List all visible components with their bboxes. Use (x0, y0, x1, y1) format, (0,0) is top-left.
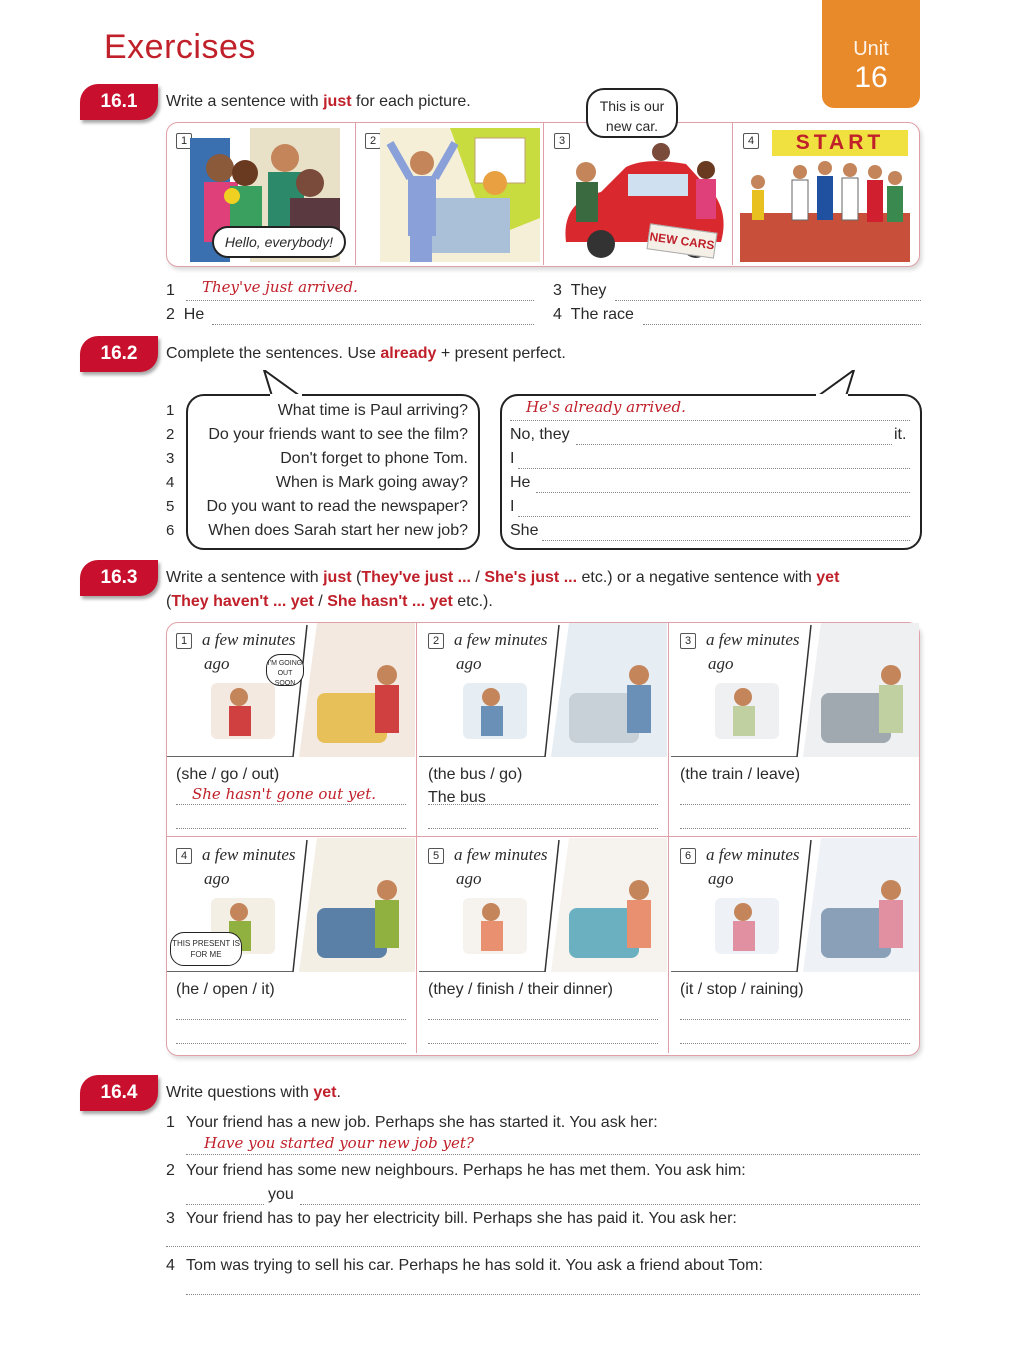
cue-text-5: (they / finish / their dinner) (428, 981, 613, 998)
before-after-illustration-1 (167, 623, 415, 757)
answer-text: She hasn't gone out yet. (192, 785, 377, 803)
answer-line-16-2-6 (542, 522, 910, 541)
cell-number-4: 4 (176, 846, 192, 864)
answer-start: I (510, 450, 515, 467)
item-number: 3 (166, 1210, 175, 1227)
answer-line-16-3-6b (680, 1027, 910, 1044)
row-number: 2 (166, 426, 175, 443)
answer-line-16-3-3b (680, 812, 910, 829)
before-after-illustration-3 (671, 623, 919, 757)
ago-label: ago (204, 869, 230, 888)
question-text-4: When is Mark going away? (275, 474, 468, 491)
picture-number-4: 4 (743, 131, 759, 149)
unit-label: Unit (853, 38, 889, 60)
answer-text: They've just arrived. (202, 278, 358, 296)
ago-label: ago (204, 654, 230, 673)
answer-line-16-3-4b (176, 1027, 406, 1044)
row-number: 5 (166, 498, 175, 515)
cell-number-6: 6 (680, 846, 696, 864)
answer-line-16-3-5a (428, 1003, 658, 1020)
answer-line-16-2-5 (518, 498, 910, 517)
cue-text-6: (it / stop / raining) (680, 981, 804, 998)
answer-mid: you (268, 1186, 294, 1203)
unit-tab (822, 0, 920, 108)
a-few-minutes-label: a few minutes (454, 845, 548, 864)
new-cars-sign: NEW CARS (647, 223, 718, 258)
item-text-4: Tom was trying to sell his car. Perhaps he has sold it. You ask a friend about Tom: (186, 1257, 763, 1274)
item-number: 4 (166, 1257, 175, 1274)
speech-bubble-present: THIS PRESENT IS FOR ME (170, 932, 242, 966)
ago-label: ago (456, 869, 482, 888)
answer-line-16-1-1: 1 They've just arrived. (166, 282, 536, 300)
a-few-minutes-label: a few minutes (202, 845, 296, 864)
question-text-6: When does Sarah start her new job? (208, 522, 468, 539)
item-text-2: Your friend has some new neighbours. Perhaps he has met them. You ask him: (186, 1162, 746, 1179)
answer-start: The bus (428, 789, 486, 806)
before-after-illustration-2 (419, 623, 667, 757)
exercise-16-2-instruction: Complete the sentences. Use already + present perfect. (166, 345, 566, 362)
speech-bubble-new-car: This is our new car. (586, 88, 678, 138)
ago-label: ago (456, 654, 482, 673)
cell-number-1: 1 (176, 631, 192, 649)
answer-line-16-4-3 (166, 1232, 920, 1247)
row-number: 4 (166, 474, 175, 491)
item-number: 2 (166, 1162, 175, 1179)
picture-number-3: 3 (554, 131, 570, 149)
exercise-badge-16-3: 16.3 (80, 560, 158, 596)
answer-line-16-3-4a (176, 1003, 406, 1020)
answer-line-16-4-2a (186, 1186, 264, 1205)
answer-line-16-3-6a (680, 1003, 910, 1020)
exercise-badge-16-4: 16.4 (80, 1075, 158, 1111)
question-text-2: Do your friends want to see the film? (208, 426, 468, 443)
question-text-1: What time is Paul arriving? (277, 402, 468, 419)
answer-start: He (510, 474, 531, 491)
a-few-minutes-label: a few minutes (454, 630, 548, 649)
cue-text-3: (the train / leave) (680, 766, 801, 783)
question-text-5: Do you want to read the newspaper? (206, 498, 468, 515)
before-after-illustration-5 (419, 838, 667, 972)
unit-number: 16 (854, 61, 888, 94)
exercise-16-3-instruction-line1: Write a sentence with just (They've just ... / She's just ... etc.) or a negative sentence with yet (166, 569, 840, 586)
answer-line-16-4-4 (186, 1280, 920, 1295)
item-number: 1 (166, 1114, 175, 1131)
before-after-illustration-6 (671, 838, 919, 972)
a-few-minutes-label: a few minutes (706, 630, 800, 649)
cell-number-2: 2 (428, 631, 444, 649)
speech-bubble-hello: Hello, everybody! (212, 226, 346, 258)
item-text-3: Your friend has to pay her electricity bill. Perhaps she has paid it. You ask her: (186, 1210, 737, 1227)
picture-number-2: 2 (365, 131, 381, 149)
answer-line-16-1-2: 2 He (166, 306, 536, 324)
exercise-badge-16-1: 16.1 (80, 84, 158, 120)
answer-line-16-2-4 (536, 474, 910, 493)
row-number: 3 (166, 450, 175, 467)
answer-start: No, they (510, 426, 570, 443)
answer-line-16-4-2b (300, 1186, 920, 1205)
cell-number-5: 5 (428, 846, 444, 864)
speech-bubble-going-out: I'M GOING OUT SOON (266, 654, 304, 686)
start-banner: START (772, 130, 908, 156)
answer-line-16-3-1b (176, 812, 406, 829)
answer-text: He's already arrived. (526, 398, 686, 416)
row-number: 6 (166, 522, 175, 539)
answer-start: I (510, 498, 515, 515)
ago-label: ago (708, 869, 734, 888)
ago-label: ago (708, 654, 734, 673)
answer-line-16-3-2b (428, 812, 658, 829)
answer-end: it. (894, 426, 907, 443)
exercise-16-3-instruction-line2: (They haven't ... yet / She hasn't ... yet etc.). (166, 593, 493, 610)
answer-line-16-1-4: 4 The race (553, 306, 923, 324)
picture-number-1: 1 (176, 131, 192, 149)
page-title: Exercises (104, 28, 256, 66)
answer-text: Have you started your new job yet? (204, 1134, 474, 1152)
exercise-16-4-instruction: Write questions with yet. (166, 1084, 341, 1101)
answer-start: She (510, 522, 539, 539)
question-text-3: Don't forget to phone Tom. (280, 450, 468, 467)
cue-text-4: (he / open / it) (176, 981, 275, 998)
exercise-badge-16-2: 16.2 (80, 336, 158, 372)
cue-text-1: (she / go / out) (176, 766, 280, 783)
row-number: 1 (166, 402, 175, 419)
race-start-illustration (740, 158, 910, 262)
answer-line-16-2-3 (518, 450, 910, 469)
answer-line-16-3-3a (680, 788, 910, 805)
man-waking-up-illustration (380, 128, 540, 262)
item-text-1: Your friend has a new job. Perhaps she has started it. You ask her: (186, 1114, 658, 1131)
answer-line-16-2-2 (576, 426, 892, 445)
answer-line-16-1-3: 3 They (553, 282, 923, 300)
cue-text-2: (the bus / go) (428, 766, 523, 783)
a-few-minutes-label: a few minutes (706, 845, 800, 864)
answer-line-16-3-5b (428, 1027, 658, 1044)
a-few-minutes-label: a few minutes (202, 630, 296, 649)
cell-number-3: 3 (680, 631, 696, 649)
exercise-16-1-instruction: Write a sentence with just for each picture. (166, 93, 471, 110)
